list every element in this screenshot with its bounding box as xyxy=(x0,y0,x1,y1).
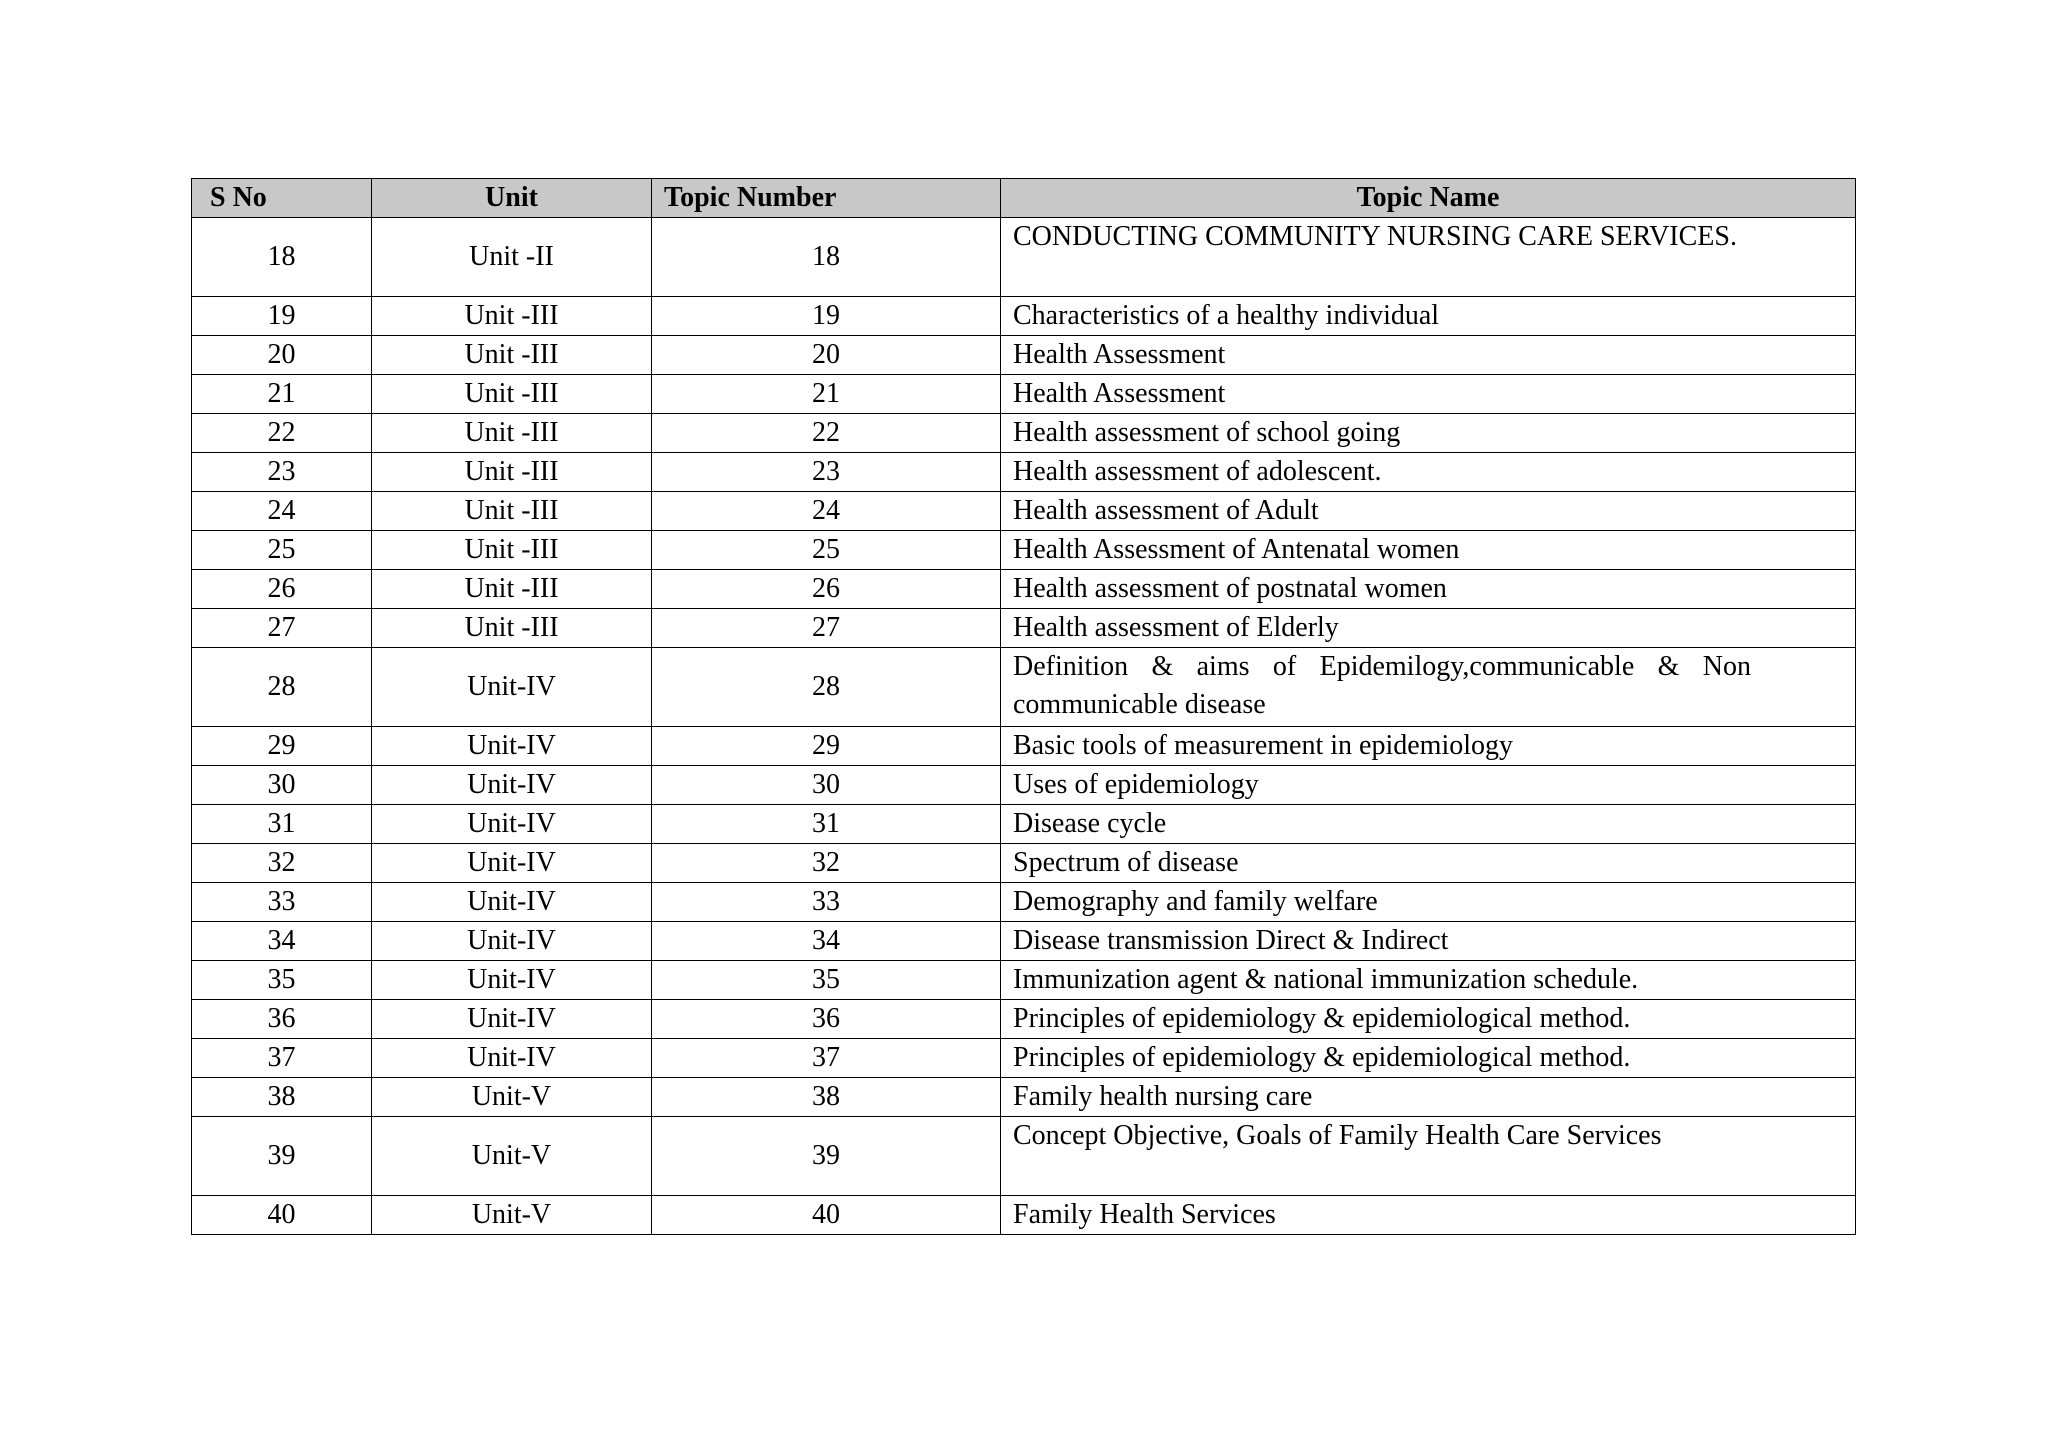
cell-topic-number: 29 xyxy=(652,727,1001,766)
cell-topic-number: 30 xyxy=(652,766,1001,805)
table-row xyxy=(192,1039,1856,1078)
cell-unit: Unit-IV xyxy=(372,766,652,805)
table-row xyxy=(192,805,1856,844)
cell-unit: Unit-IV xyxy=(372,922,652,961)
cell-s-no: 26 xyxy=(192,570,372,609)
cell-topic-number: 23 xyxy=(652,453,1001,492)
table-header xyxy=(192,179,1856,218)
cell-topic-number: 32 xyxy=(652,844,1001,883)
cell-s-no: 24 xyxy=(192,492,372,531)
cell-topic-name: Disease cycle xyxy=(1001,805,1856,844)
cell-s-no: 32 xyxy=(192,844,372,883)
cell-s-no: 28 xyxy=(192,648,372,727)
cell-s-no: 21 xyxy=(192,375,372,414)
topics-table xyxy=(191,178,1856,1235)
cell-s-no: 33 xyxy=(192,883,372,922)
cell-topic-name: Definition & aims of Epidemilogy,communicable & Non communicable disease xyxy=(1001,648,1856,727)
cell-s-no: 31 xyxy=(192,805,372,844)
table-row xyxy=(192,883,1856,922)
cell-topic-name: Disease transmission Direct & Indirect xyxy=(1001,922,1856,961)
cell-topic-name: Basic tools of measurement in epidemiology xyxy=(1001,727,1856,766)
cell-topic-name: Characteristics of a healthy individual xyxy=(1001,297,1856,336)
cell-unit: Unit -III xyxy=(372,336,652,375)
cell-unit: Unit -III xyxy=(372,375,652,414)
header-topic-name: Topic Name xyxy=(1001,179,1856,218)
table-row xyxy=(192,218,1856,297)
cell-topic-number: 36 xyxy=(652,1000,1001,1039)
cell-topic-number: 26 xyxy=(652,570,1001,609)
cell-s-no: 20 xyxy=(192,336,372,375)
cell-topic-name: Concept Objective, Goals of Family Health Care Services xyxy=(1001,1117,1856,1196)
table-row xyxy=(192,766,1856,805)
cell-unit: Unit-V xyxy=(372,1196,652,1235)
cell-s-no: 30 xyxy=(192,766,372,805)
cell-topic-name: Principles of epidemiology & epidemiological method. xyxy=(1001,1039,1856,1078)
cell-topic-name: Immunization agent & national immunization schedule. xyxy=(1001,961,1856,1000)
cell-s-no: 38 xyxy=(192,1078,372,1117)
table-row xyxy=(192,609,1856,648)
cell-topic-name: Family Health Services xyxy=(1001,1196,1856,1235)
table-row xyxy=(192,297,1856,336)
cell-topic-name: Health assessment of Adult xyxy=(1001,492,1856,531)
cell-topic-name: Health assessment of postnatal women xyxy=(1001,570,1856,609)
table-row xyxy=(192,1078,1856,1117)
cell-topic-number: 34 xyxy=(652,922,1001,961)
table-row xyxy=(192,844,1856,883)
cell-topic-name: Demography and family welfare xyxy=(1001,883,1856,922)
cell-unit: Unit-V xyxy=(372,1078,652,1117)
cell-s-no: 40 xyxy=(192,1196,372,1235)
cell-topic-number: 38 xyxy=(652,1078,1001,1117)
cell-s-no: 36 xyxy=(192,1000,372,1039)
cell-topic-name: Spectrum of disease xyxy=(1001,844,1856,883)
cell-topic-number: 24 xyxy=(652,492,1001,531)
table-row xyxy=(192,1196,1856,1235)
header-s-no: S No xyxy=(192,179,372,218)
cell-unit: Unit-IV xyxy=(372,727,652,766)
cell-topic-name: Principles of epidemiology & epidemiological method. xyxy=(1001,1000,1856,1039)
table-body xyxy=(192,218,1856,1235)
cell-s-no: 37 xyxy=(192,1039,372,1078)
cell-topic-number: 22 xyxy=(652,414,1001,453)
cell-unit: Unit -III xyxy=(372,531,652,570)
cell-unit: Unit -III xyxy=(372,414,652,453)
header-row xyxy=(192,179,1856,218)
header-unit: Unit xyxy=(372,179,652,218)
cell-topic-name: Health Assessment xyxy=(1001,336,1856,375)
cell-unit: Unit -III xyxy=(372,297,652,336)
table-row xyxy=(192,453,1856,492)
table-row xyxy=(192,531,1856,570)
table-row xyxy=(192,414,1856,453)
table-row xyxy=(192,922,1856,961)
table-row xyxy=(192,375,1856,414)
cell-s-no: 29 xyxy=(192,727,372,766)
cell-topic-number: 39 xyxy=(652,1117,1001,1196)
cell-topic-number: 37 xyxy=(652,1039,1001,1078)
cell-s-no: 23 xyxy=(192,453,372,492)
cell-unit: Unit-IV xyxy=(372,1000,652,1039)
cell-s-no: 27 xyxy=(192,609,372,648)
cell-s-no: 22 xyxy=(192,414,372,453)
cell-s-no: 18 xyxy=(192,218,372,297)
cell-unit: Unit-V xyxy=(372,1117,652,1196)
cell-topic-name: Family health nursing care xyxy=(1001,1078,1856,1117)
table-row xyxy=(192,492,1856,531)
cell-unit: Unit-IV xyxy=(372,961,652,1000)
cell-unit: Unit-IV xyxy=(372,844,652,883)
table-row xyxy=(192,727,1856,766)
cell-topic-number: 20 xyxy=(652,336,1001,375)
cell-topic-name: Uses of epidemiology xyxy=(1001,766,1856,805)
cell-topic-number: 27 xyxy=(652,609,1001,648)
cell-unit: Unit-IV xyxy=(372,648,652,727)
cell-topic-number: 33 xyxy=(652,883,1001,922)
cell-unit: Unit-IV xyxy=(372,1039,652,1078)
cell-topic-name: Health Assessment xyxy=(1001,375,1856,414)
cell-topic-number: 25 xyxy=(652,531,1001,570)
cell-topic-name: CONDUCTING COMMUNITY NURSING CARE SERVICES. xyxy=(1001,218,1856,297)
cell-topic-name: Health assessment of adolescent. xyxy=(1001,453,1856,492)
cell-s-no: 25 xyxy=(192,531,372,570)
cell-s-no: 19 xyxy=(192,297,372,336)
cell-topic-number: 35 xyxy=(652,961,1001,1000)
table-row xyxy=(192,961,1856,1000)
cell-topic-number: 21 xyxy=(652,375,1001,414)
cell-unit: Unit -II xyxy=(372,218,652,297)
table-row xyxy=(192,570,1856,609)
cell-topic-number: 31 xyxy=(652,805,1001,844)
table-row xyxy=(192,1117,1856,1196)
cell-unit: Unit -III xyxy=(372,609,652,648)
cell-unit: Unit-IV xyxy=(372,805,652,844)
cell-s-no: 34 xyxy=(192,922,372,961)
cell-unit: Unit -III xyxy=(372,492,652,531)
cell-topic-name: Health Assessment of Antenatal women xyxy=(1001,531,1856,570)
cell-topic-name: Health assessment of school going xyxy=(1001,414,1856,453)
cell-topic-number: 28 xyxy=(652,648,1001,727)
cell-topic-number: 18 xyxy=(652,218,1001,297)
table-row xyxy=(192,648,1856,727)
cell-s-no: 39 xyxy=(192,1117,372,1196)
cell-topic-number: 40 xyxy=(652,1196,1001,1235)
cell-topic-name: Health assessment of Elderly xyxy=(1001,609,1856,648)
table-row xyxy=(192,336,1856,375)
cell-s-no: 35 xyxy=(192,961,372,1000)
cell-unit: Unit -III xyxy=(372,453,652,492)
cell-topic-number: 19 xyxy=(652,297,1001,336)
cell-unit: Unit-IV xyxy=(372,883,652,922)
header-topic-number: Topic Number xyxy=(652,179,1001,218)
cell-unit: Unit -III xyxy=(372,570,652,609)
table-row xyxy=(192,1000,1856,1039)
